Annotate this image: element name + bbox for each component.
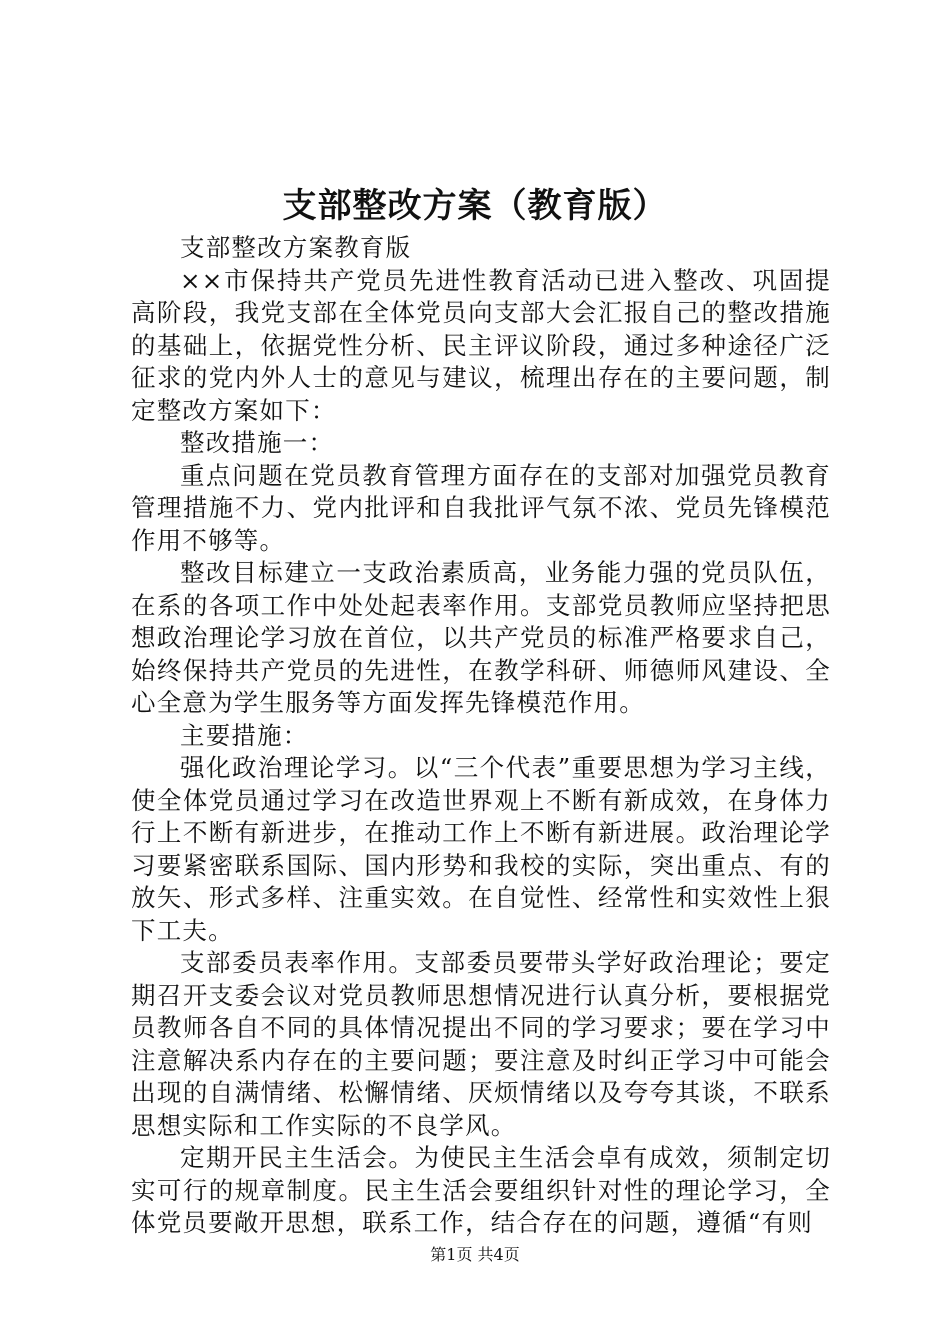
paragraph-key-problems: 重点问题在党员教育管理方面存在的支部对加强党员教育管理措施不力、党内批评和自我批评气氛不浓、党员先锋模范作用不够等。: [131, 460, 831, 555]
document-title: 支部整改方案（教育版）: [282, 186, 668, 226]
paragraph-goals: 整改目标建立一支政治素质高，业务能力强的党员队伍，在系的各项工作中处处起表率作用。支部党员教师应坚持把思想政治理论学习放在首位，以共产党员的标准严格要求自己，始终保持共产党员的先进性，在教学科研、师德师风建设、全心全意为学生服务等方面发挥先锋模范作用。: [131, 558, 831, 717]
paragraph-main-measures-heading: 主要措施：: [180, 720, 309, 750]
page-footer: 第1页 共4页: [430, 1245, 520, 1264]
paragraph-subtitle: 支部整改方案教育版: [180, 233, 412, 262]
paragraph-democratic-meeting: 定期开民主生活会。为使民主生活会卓有成效，须制定切实可行的规章制度。民主生活会要组织针对性的理论学习，全体党员要敞开思想，联系工作，结合存在的问题，遵循“有则: [131, 1143, 831, 1237]
paragraph-measure-one-heading: 整改措施一：: [180, 428, 335, 457]
paragraph-committee-role: 支部委员表率作用。支部委员要带头学好政治理论；要定期召开支委会议对党员教师思想情况进行认真分析，要根据党员教师各自不同的具体情况提出不同的学习要求；要在学习中注意解决系内存在的主要问题；要注意及时纠正学习中可能会出现的自满情绪、松懈情绪、厌烦情绪以及夸夸其谈，不联系思想实际和工作实际的不良学风。: [131, 948, 831, 1140]
paragraph-theory-study: 强化政治理论学习。以“三个代表”重要思想为学习主线，使全体党员通过学习在改造世界观上不断有新成效，在身体力行上不断有新进步，在推动工作上不断有新进展。政治理论学习要紧密联系国际、国内形势和我校的实际，突出重点、有的放矢、形式多样、注重实效。在自觉性、经常性和实效性上狠下工夫。: [131, 753, 831, 945]
document-body: [131, 232, 831, 1240]
paragraph-intro: ××市保持共产党员先进性教育活动已进入整改、巩固提高阶段，我党支部在全体党员向支部大会汇报自己的整改措施的基础上，依据党性分析、民主评议阶段，通过多种途径广泛征求的党内外人士的意见与建议，梳理出存在的主要问题，制定整改方案如下：: [131, 265, 831, 425]
